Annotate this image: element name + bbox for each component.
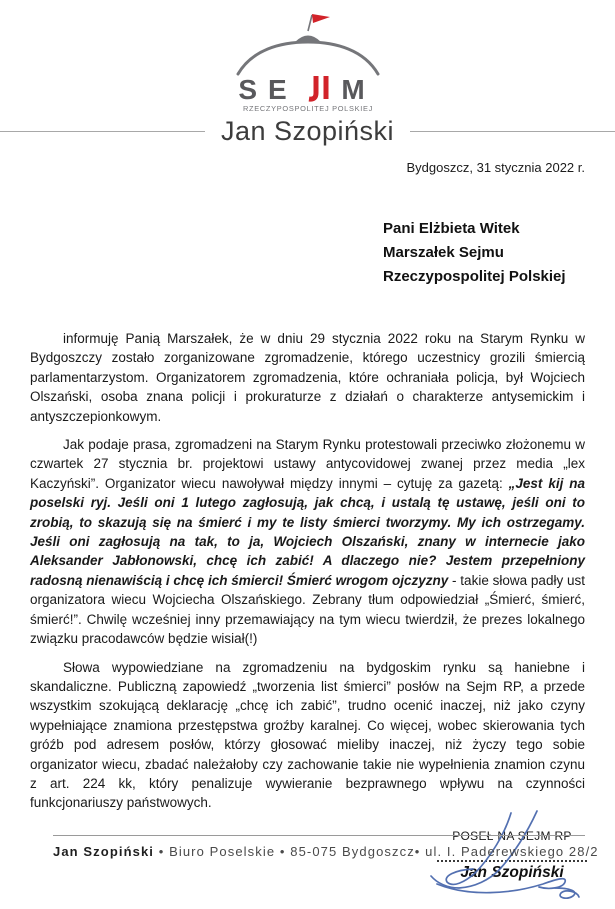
body-paragraph-1: informuję Panią Marszałek, że w dniu 29 stycznia 2022 roku na Starym Rynku w Bydgoszczy zostało zorganizowane zgromadzenie, którego uczestnicy grozili śmiercią parlamentarzystom. Organizatorem zgromadzenia, które ochraniała policja, był Wojciech Olszański, osoba znana policji i prokuraturze z działań o charakterze antysemickim i antyszczepionkowym.	[30, 331, 585, 424]
wordmark-m: M	[340, 74, 365, 105]
quoted-speech-text: „Jest kij na poselski ryj. Jeśli oni 1 lutego zagłosują, jak chcą, i ustalą tę ustawę, jeśli oni to zrobią, to skazują się na śmierć i my te listy śmierci tworzymy. My ich ostrzegamy. Jeśli oni zagłosują na tak, to ja, Wojciech Olszański, znany w internecie jako Aleksander Jabłonowski, chcę ich zabić! A dlaczego nie? Jestem przepełniony radosną nienawiścią i chcę ich śmierci! Śmierć wrogom ojczyzny	[30, 475, 585, 588]
letterhead-rule-right	[410, 131, 615, 132]
date-line: Bydgoszcz, 31 stycznia 2022 r.	[406, 160, 585, 175]
signature-dotted-line	[437, 860, 587, 862]
footer-name: Jan Szopiński	[53, 844, 154, 859]
logo-subtitle: RZECZYPOSPOLITEJ POLSKIEJ	[242, 104, 373, 113]
letterhead-name: Jan Szopiński	[220, 116, 395, 146]
addressee-block	[383, 217, 615, 289]
letterhead-rule	[0, 116, 615, 147]
letter-body	[30, 329, 585, 813]
paragraph2-tail: - takie słowa padły ust organizatora wiecu Wojciecha Olszańskiego. Zebrany tłum odpowiedział „Śmierć, śmierć, śmierć!”. Chwilę wcześniej inny przemawiający na tym wiecu twierdził, że prezes lokalnego związku pracodawców będzie wisiał(!)	[30, 572, 585, 647]
addressee-line-1: Pani Elżbieta Witek	[383, 220, 520, 237]
signature-title: POSEŁ NA SEJM RP	[452, 828, 572, 843]
wordmark-se: SE	[237, 74, 298, 105]
letterhead-rule-left	[0, 131, 205, 132]
footer	[53, 835, 599, 859]
sejm-crest	[222, 12, 394, 114]
sejm-logo	[0, 12, 615, 114]
dome-icon	[238, 42, 378, 74]
paragraph2-lead: Jak podaje prasa, zgromadzeni na Starym Rynku protestowali przeciwko złożonemu w czwartek 27 stycznia br. projektowi ustawy antycovidowej zwanej przez media „lex Kaczyński”. Organizator wiecu nawoływał między innymi – cytuję za gazetą:	[30, 437, 585, 491]
letter-j-red-bar-left	[309, 76, 316, 99]
body-paragraph-2	[30, 435, 585, 648]
addressee-line-3: Rzeczypospolitej Polskiej	[383, 268, 566, 285]
signature-name: Jan Szopiński	[460, 863, 564, 881]
body-paragraph-3: Słowa wypowiedziane na zgromadzeniu na bydgoskim rynku są haniebne i skandaliczne. Publiczną zapowiedź „tworzenia list śmierci” posłów na Sejm RP, a przede wszystkim szokującą deklarację „chcę ich zabić”, trudno ocenić inaczej, niż jako czyny wypełniające znamiona przestępstwa groźby karalnej. Co więcej, wobec skierowania tych gróźb pod adresem posłów, którzy głosować mieliby inaczej, niż życzy tego sobie organizator wiecu, zbadać należałoby czy zachowanie takie nie wypełnienia znamion czynu z art. 224 kk, który penalizuje wywieranie bezprawnego wpływu na czynności funkcjonariuszy państwowych.	[30, 659, 585, 811]
flag-pole-icon	[308, 15, 312, 31]
letter-page	[0, 12, 615, 882]
addressee-line-2: Marszałek Sejmu	[383, 244, 504, 261]
flag-icon	[312, 14, 330, 23]
footer-details: • Biuro Poselskie • 85-075 Bydgoszcz• ul. I. Paderewskiego 28/2	[154, 844, 599, 859]
